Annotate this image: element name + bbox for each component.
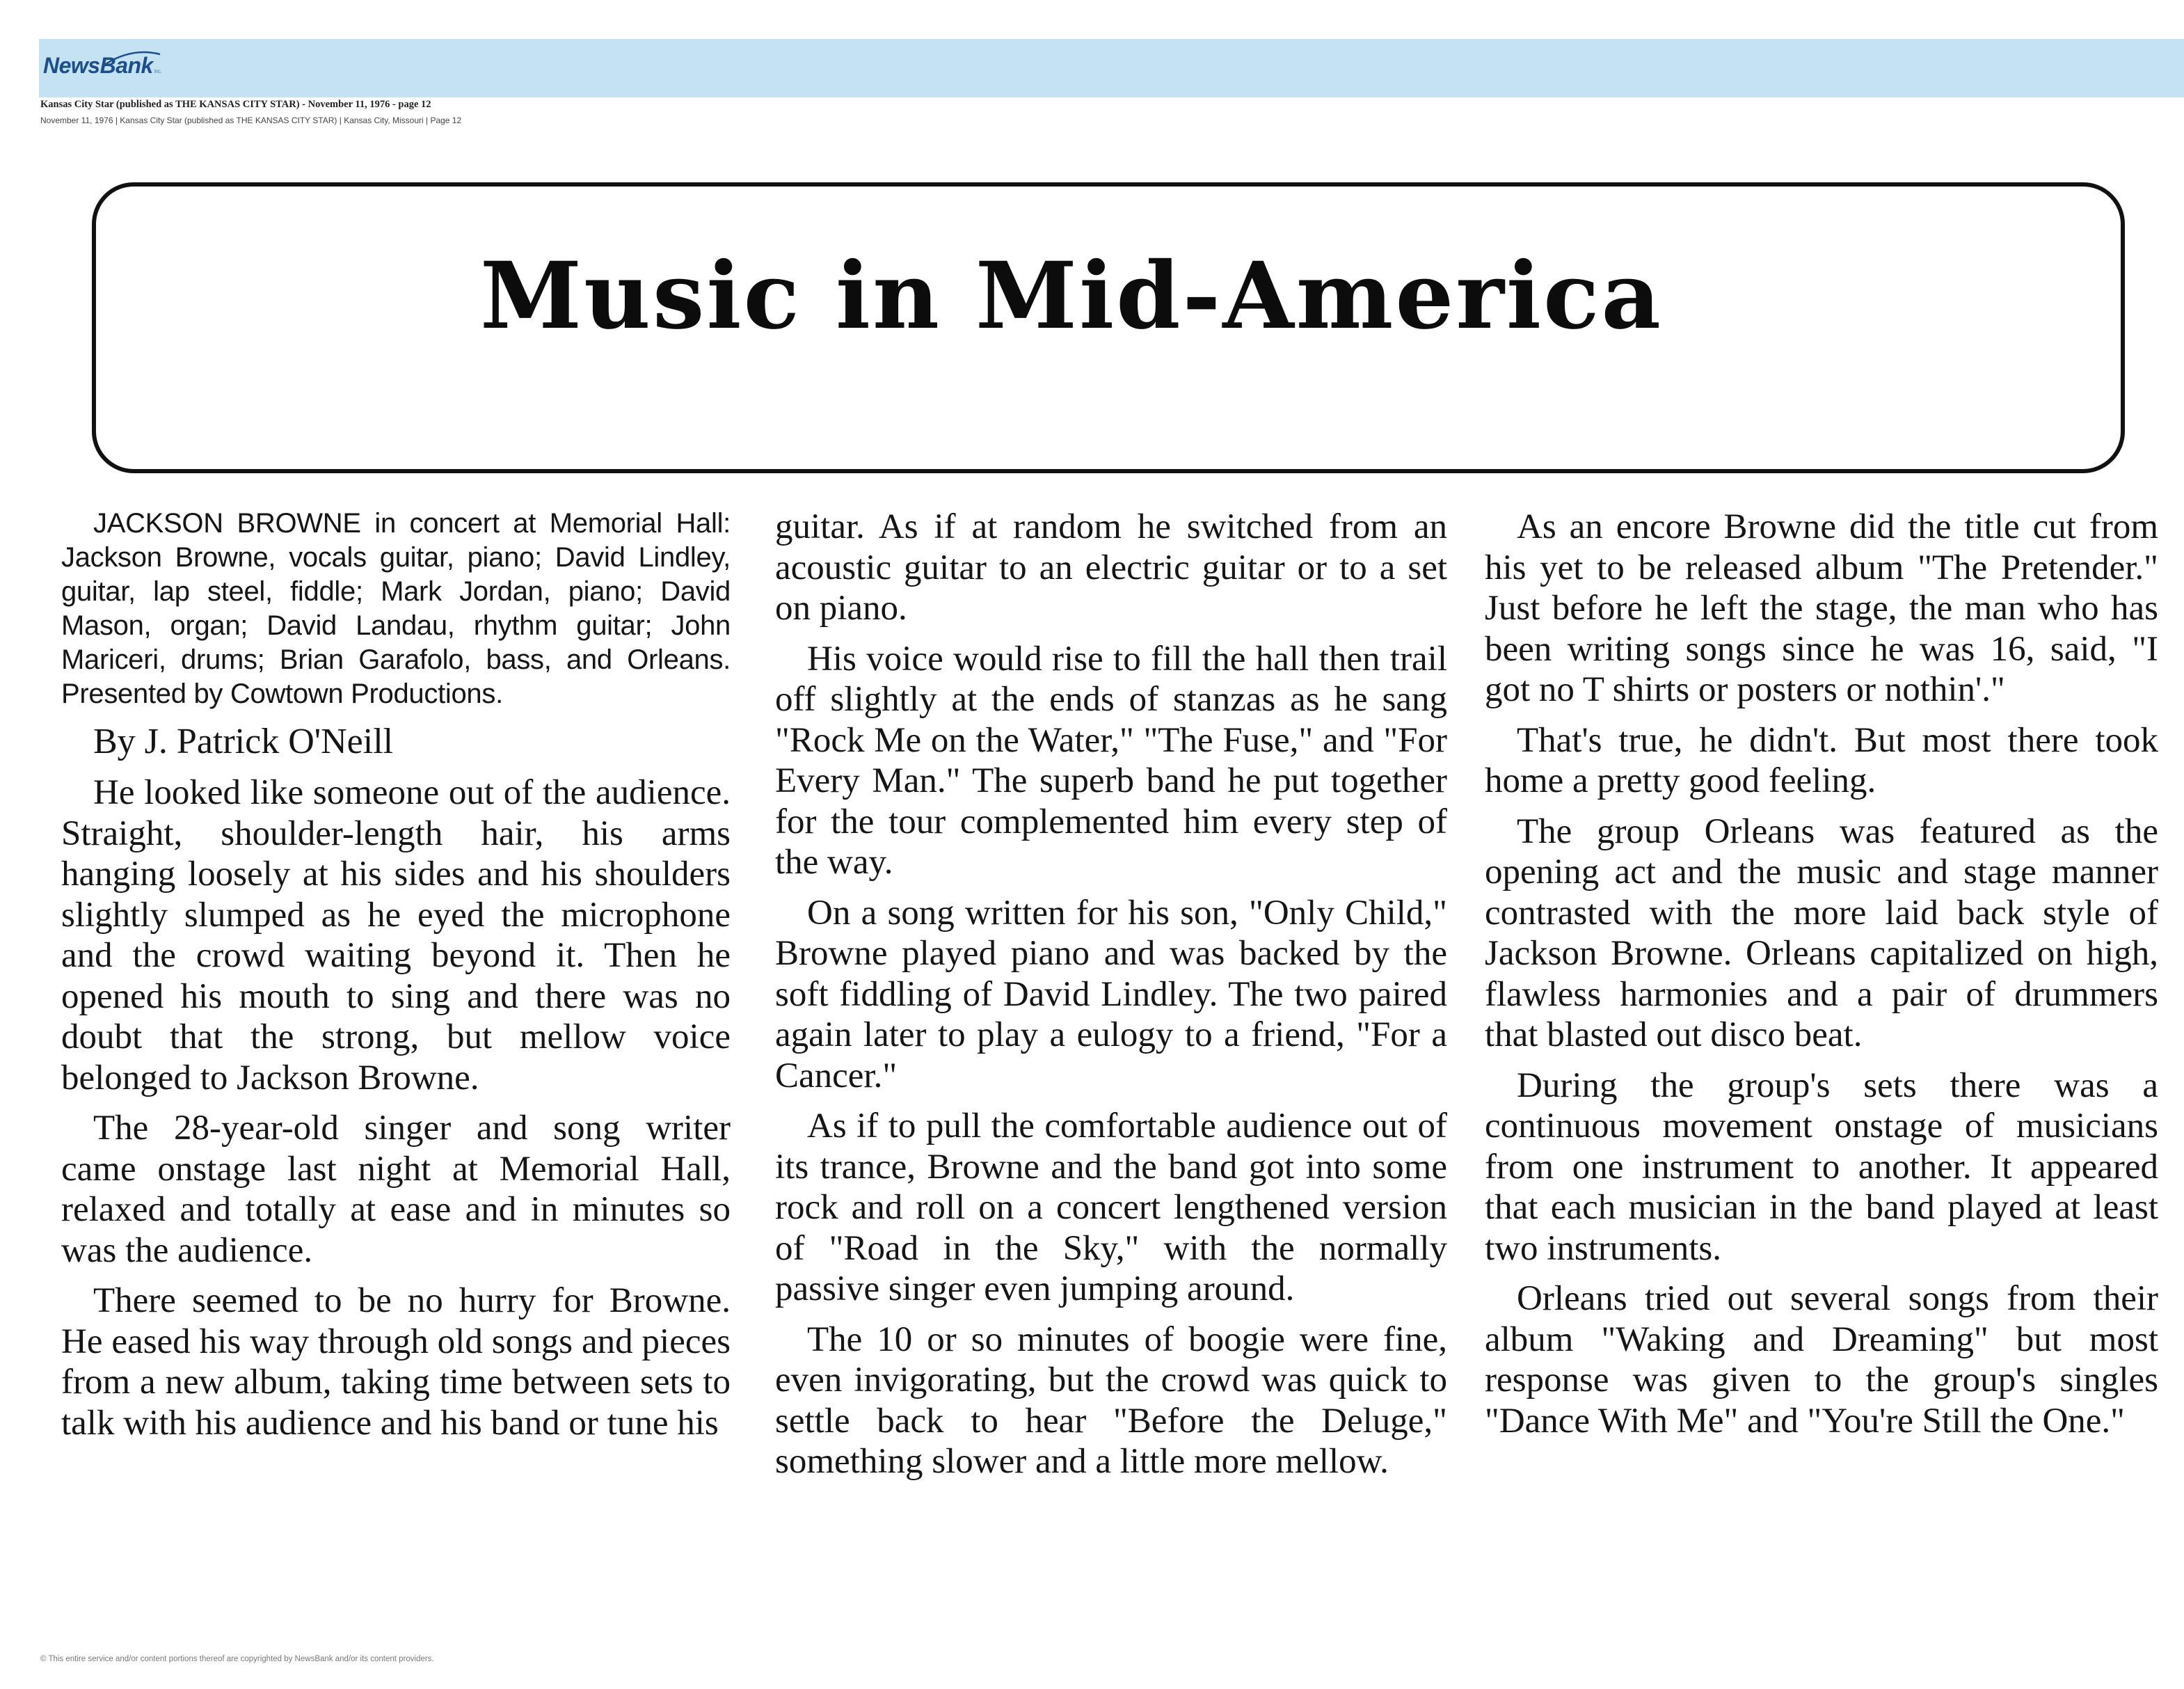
paragraph: As an encore Browne did the title cut from his yet to be released album "The Pretender." Just before he left the stage, the man who has been writing songs since he was 16, said, "I got no T shirts or posters or nothin'." <box>1485 507 2158 709</box>
document-title: Kansas City Star (published as THE KANSAS CITY STAR) - November 11, 1976 - page 12 <box>40 99 431 110</box>
copyright-notice: © This entire service and/or content portions thereof are copyrighted by NewsBank and/or its content providers. <box>40 1655 434 1663</box>
concert-credits: JACKSON BROWNE in concert at Memorial Hall: Jackson Browne, vocals guitar, piano; David Lindley, guitar, lap steel, fiddle; Mark Jordan, piano; David Mason, organ; David Landau, rhythm guitar; John Mariceri, drums; Brian Garafolo, bass, and Orleans. Presented by Cowtown Productions. <box>61 508 731 709</box>
paragraph: During the group's sets there was a continuous movement onstage of musicians from one instrument to another. It appeared that each musician in the band played at least two instruments. <box>1485 1065 2158 1268</box>
article-headline: Music in Mid-America <box>480 242 1663 350</box>
paragraph: Orleans tried out several songs from their album "Waking and Dreaming" but most response was given to the group's singles "Dance With Me" and "You're Still the One." <box>1485 1279 2158 1441</box>
paragraph: guitar. As if at random he switched from an acoustic guitar to an electric guitar or to a set on piano. <box>775 507 1447 628</box>
article-byline: By J. Patrick O'Neill <box>93 722 394 761</box>
logo-swoosh-icon <box>104 50 161 68</box>
logo-wordmark: NewsBank <box>43 53 153 78</box>
paragraph: That's true, he didn't. But most there took home a pretty good feeling. <box>1485 720 2158 800</box>
article-column-2 <box>775 507 1447 1492</box>
document-citation: November 11, 1976 | Kansas City Star (published as THE KANSAS CITY STAR) | Kansas City, Missouri | Page 12 <box>40 116 462 125</box>
article-column-1 <box>61 507 731 1453</box>
paragraph: There seemed to be no hurry for Browne. He eased his way through old songs and pieces from a new album, taking time between sets to talk with his audience and his band or tune his <box>61 1281 731 1443</box>
paragraph: The 28-year-old singer and song writer came onstage last night at Memorial Hall, relaxed and totally at ease and in minutes so was the audience. <box>61 1109 731 1270</box>
paragraph: On a song written for his son, "Only Child," Browne played piano and was backed by the soft fiddling of David Lindley. The two paired again later to play a eulogy to a friend, "For a Cancer." <box>775 893 1447 1095</box>
paragraph: His voice would rise to fill the hall then trail off slightly at the ends of stanzas as he sang "Rock Me on the Water," "The Fuse," and "For Every Man." The superb band he put together for the tour complemented him every step of the way. <box>775 639 1447 882</box>
logo-trademark: inc. <box>154 68 162 74</box>
paragraph: He looked like someone out of the audience. Straight, shoulder-length hair, his arms hanging loosely at his sides and his shoulders slightly slumped as he eyed the microphone and the crowd waiting beyond it. Then he opened his mouth to sing and there was no doubt that the strong, but mellow voice belonged to Jackson Browne. <box>61 773 731 1097</box>
article-column-3 <box>1485 507 2158 1451</box>
newsbank-header-bar <box>39 39 2184 97</box>
paragraph: The 10 or so minutes of boogie were fine, even invigorating, but the crowd was quick to settle back to hear "Before the Deluge," something slower and a little more mellow. <box>775 1319 1447 1481</box>
paragraph: As if to pull the comfortable audience out of its trance, Browne and the band got into some rock and roll on a concert lengthened version of "Road in the Sky," with the normally passive singer even jumping around. <box>775 1107 1447 1308</box>
paragraph: The group Orleans was featured as the opening act and the music and stage manner contrasted with the more laid back style of Jackson Browne. Orleans capitalized on high, flawless harmonies and a pair of drummers that blasted out disco beat. <box>1485 811 2158 1054</box>
